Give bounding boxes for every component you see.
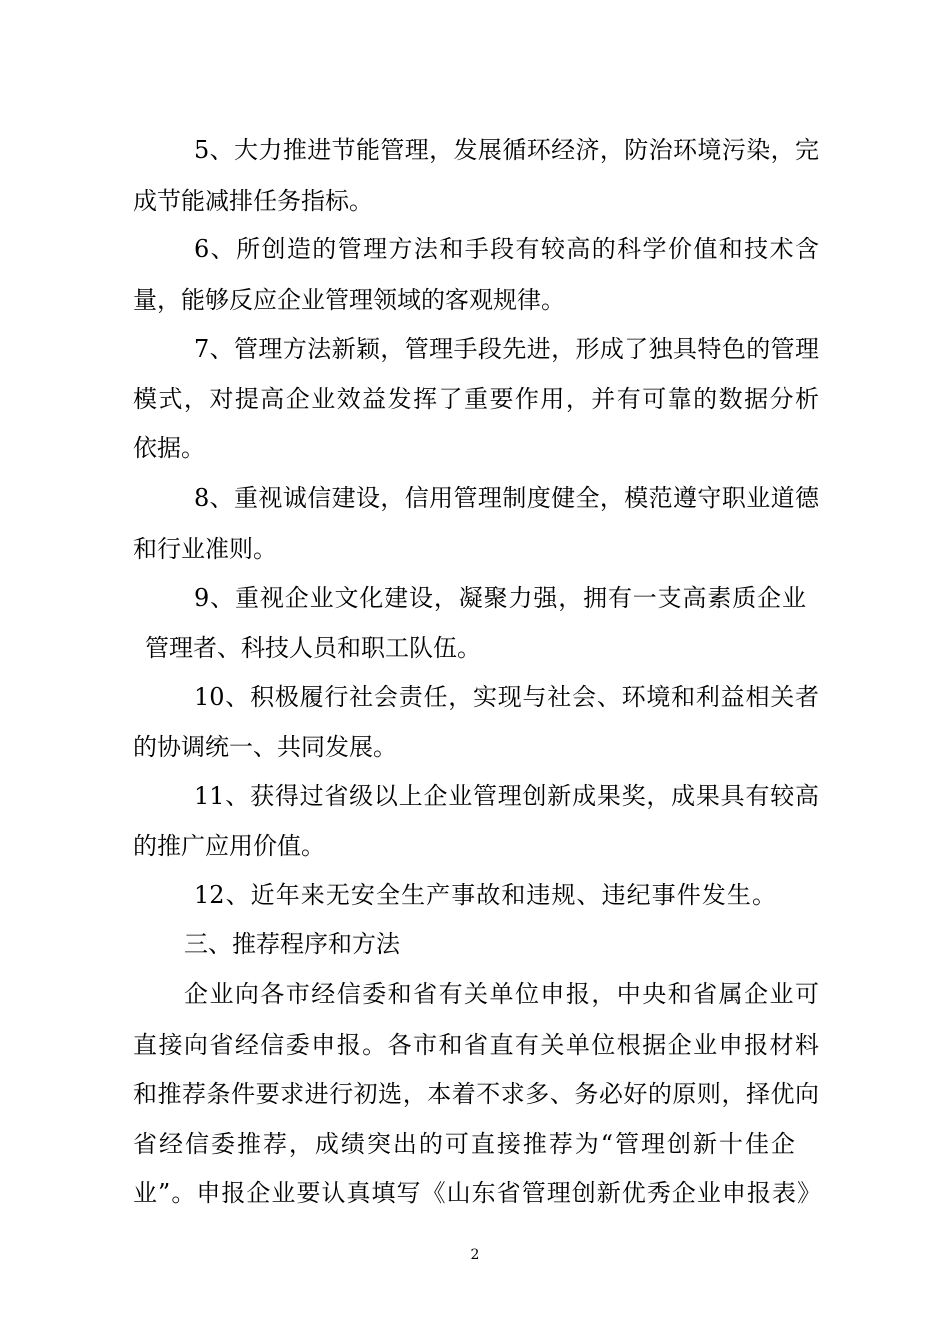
item-5-line-2: 成节能减排任务指标。 <box>133 187 373 215</box>
item-8-line-2: 和行业准则。 <box>133 535 277 563</box>
item-12-line-1: 12、近年来无安全生产事故和违规、违纪事件发生。 <box>194 881 776 909</box>
section-3-line-4: 省经信委推荐，成绩突出的可直接推荐为“管理创新十佳企 <box>133 1130 795 1158</box>
item-7-line-3: 依据。 <box>133 434 205 462</box>
section-3-line-5: 业”。申报企业要认真填写《山东省管理创新优秀企业申报表》 <box>133 1179 821 1207</box>
item-10-line-2: 的协调统一、共同发展。 <box>133 733 397 761</box>
section-3-line-2: 直接向省经信委申报。各市和省直有关单位根据企业申报材料 <box>133 1031 819 1059</box>
item-7-line-1: 7、管理方法新颖，管理手段先进，形成了独具特色的管理 <box>194 335 819 363</box>
item-11-line-1: 11、获得过省级以上企业管理创新成果奖，成果具有较高 <box>194 782 819 810</box>
item-8-line-1: 8、重视诚信建设，信用管理制度健全，模范遵守职业道德 <box>194 484 819 512</box>
section-heading-3: 三、推荐程序和方法 <box>184 930 400 958</box>
page-number: 2 <box>470 1247 480 1263</box>
item-5-line-1: 5、大力推进节能管理，发展循环经济，防治环境污染，完 <box>194 136 819 164</box>
section-3-line-3: 和推荐条件要求进行初选，本着不求多、务必好的原则，择优向 <box>133 1080 819 1108</box>
item-10-line-1: 10、积极履行社会责任，实现与社会、环境和利益相关者 <box>194 683 819 711</box>
item-9-line-1: 9、重视企业文化建设，凝聚力强，拥有一支高素质企业 <box>194 584 806 612</box>
item-11-line-2: 的推广应用价值。 <box>133 832 325 860</box>
section-3-line-1: 企业向各市经信委和省有关单位申报，中央和省属企业可 <box>184 980 819 1008</box>
item-7-line-2: 模式，对提高企业效益发挥了重要作用，并有可靠的数据分析 <box>133 385 819 413</box>
item-6-line-1: 6、所创造的管理方法和手段有较高的科学价值和技术含 <box>194 235 819 263</box>
item-6-line-2: 量，能够反应企业管理领域的客观规律。 <box>133 286 565 314</box>
item-9-line-2: 管理者、科技人员和职工队伍。 <box>145 634 481 662</box>
